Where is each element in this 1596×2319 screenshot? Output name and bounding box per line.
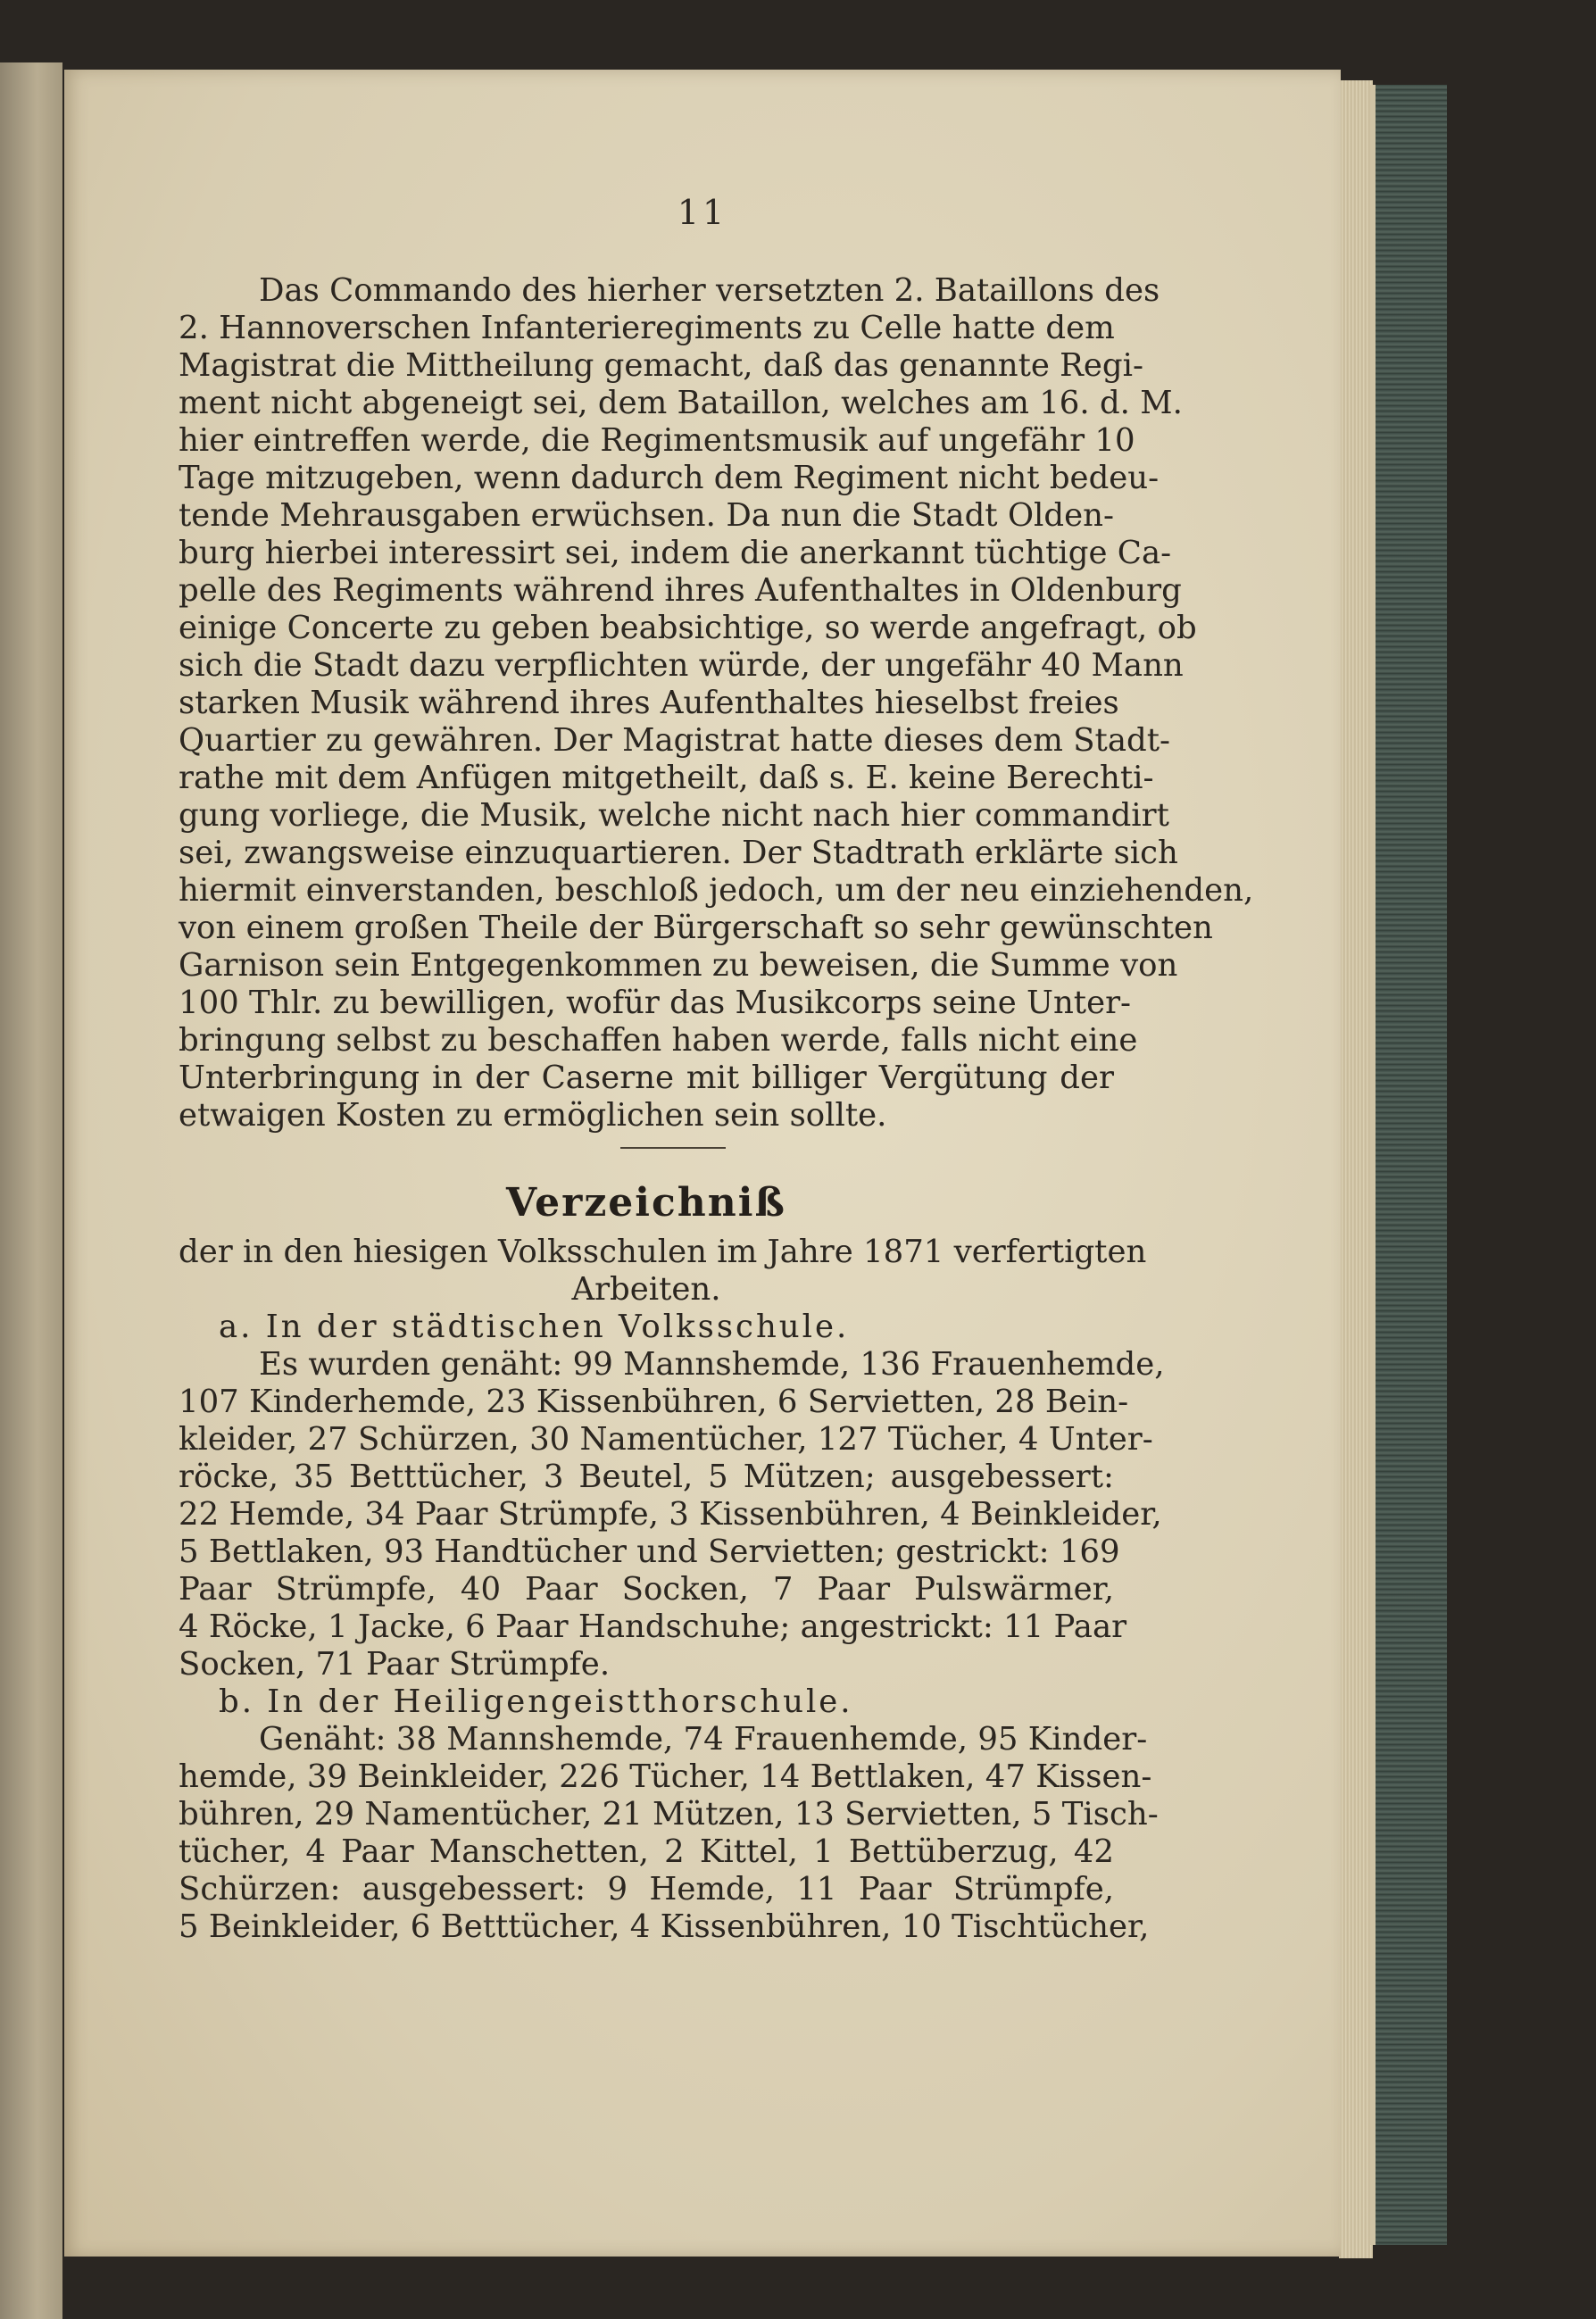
paragraph-line: etwaigen Kosten zu ermöglichen sein sollte. [179, 1097, 887, 1134]
section-a-line: 22 Hemde, 34 Paar Strümpfe, 3 Kissenbühren, 4 Beinkleider, [179, 1496, 1162, 1533]
paragraph-line: Quartier zu gewähren. Der Magistrat hatte dieses dem Stadt- [179, 722, 1170, 759]
paragraph-line: sich die Stadt dazu verpflichten würde, der ungefähr 40 Mann [179, 647, 1184, 684]
paragraph-line: Garnison sein Entgegenkommen zu beweisen, die Summe von [179, 947, 1178, 984]
section-a-line: röcke, 35 Betttücher, 3 Beutel, 5 Mützen; ausgebessert: [179, 1459, 1114, 1495]
section-a-line: Paar Strümpfe, 40 Paar Socken, 7 Paar Pulswärmer, [179, 1571, 1114, 1608]
section-a-line: 5 Bettlaken, 93 Handtücher und Servietten; gestrickt: 169 [179, 1534, 1120, 1570]
section-a-line: 4 Röcke, 1 Jacke, 6 Paar Handschuhe; angestrickt: 11 Paar [179, 1608, 1127, 1645]
section-b-line: Schürzen: ausgebessert: 9 Hemde, 11 Paar Strümpfe, [179, 1871, 1114, 1908]
paragraph-line: Das Commando des hierher versetzten 2. Bataillons des [259, 272, 1160, 309]
section-a-title: a. In der städtischen Volksschule. [219, 1309, 850, 1345]
paragraph-line: starken Musik während ihres Aufenthaltes hieselbst freies [179, 685, 1119, 721]
paragraph-line: burg hierbei interessirt sei, indem die anerkannt tüchtige Ca- [179, 535, 1172, 571]
paragraph-line: 100 Thlr. zu bewilligen, wofür das Musikcorps seine Unter- [179, 985, 1132, 1021]
paragraph-line: Tage mitzugeben, wenn dadurch dem Regiment nicht bedeu- [179, 460, 1160, 496]
section-b-line: 5 Beinkleider, 6 Betttücher, 4 Kissenbühren, 10 Tischtücher, [179, 1908, 1150, 1945]
paragraph-line: hier eintreffen werde, die Regimentsmusik auf ungefähr 10 [179, 422, 1135, 459]
paragraph-line: bringung selbst zu beschaffen haben werde, falls nicht eine [179, 1022, 1138, 1059]
section-heading: Verzeichniß [506, 1180, 786, 1226]
paragraph-line: von einem großen Theile der Bürgerschaft so sehr gewünschten [179, 910, 1213, 946]
subheading-line: Arbeiten. [571, 1271, 721, 1308]
section-b-line: Genäht: 38 Mannshemde, 74 Frauenhemde, 95 Kinder- [259, 1721, 1148, 1758]
paragraph-line: Unterbringung in der Caserne mit billiger Vergütung der [179, 1060, 1114, 1096]
page-stack-edge [1339, 80, 1373, 2258]
paragraph-line: pelle des Regiments während ihres Aufenthaltes in Oldenburg [179, 572, 1182, 609]
paragraph-line: rathe mit dem Anfügen mitgetheilt, daß s. E. keine Berechti- [179, 760, 1154, 796]
section-b-line: hemde, 39 Beinkleider, 226 Tücher, 14 Bettlaken, 47 Kissen- [179, 1758, 1152, 1795]
page-number: 11 [677, 193, 728, 232]
paragraph-line: hiermit einverstanden, beschloß jedoch, um der neu einziehenden, [179, 872, 1254, 909]
section-divider [620, 1147, 726, 1149]
section-a-line: kleider, 27 Schürzen, 30 Namentücher, 127 Tücher, 4 Unter- [179, 1421, 1153, 1458]
subheading-line: der in den hiesigen Volksschulen im Jahre 1871 verfertigten [179, 1234, 1147, 1270]
section-b-title: b. In der Heiligengeistthorschule. [219, 1683, 853, 1720]
book-left-edge [0, 62, 62, 2319]
section-b-line: tücher, 4 Paar Manschetten, 2 Kittel, 1 Bettüberzug, 42 [179, 1833, 1114, 1870]
paragraph-line: gung vorliege, die Musik, welche nicht nach hier commandirt [179, 797, 1169, 834]
section-a-line: Es wurden genäht: 99 Mannshemde, 136 Frauenhemde, [259, 1346, 1165, 1383]
paragraph-line: tende Mehrausgaben erwüchsen. Da nun die Stadt Olden- [179, 497, 1114, 534]
inventory-list [179, 1234, 1165, 1946]
paragraph-line: Magistrat die Mittheilung gemacht, daß das genannte Regi- [179, 347, 1143, 384]
section-b-line: bühren, 29 Namentücher, 21 Mützen, 13 Servietten, 5 Tisch- [179, 1796, 1159, 1833]
paragraph-line: 2. Hannoverschen Infanterieregiments zu Celle hatte dem [179, 310, 1115, 346]
book-spine [1370, 85, 1447, 2245]
paragraph-line: ment nicht abgeneigt sei, dem Bataillon, welches am 16. d. M. [179, 385, 1183, 421]
paragraph-line: einige Concerte zu geben beabsichtige, so werde angefragt, ob [179, 610, 1197, 646]
section-a-line: 107 Kinderhemde, 23 Kissenbühren, 6 Servietten, 28 Bein- [179, 1384, 1129, 1420]
paragraph-line: sei, zwangsweise einzuquartieren. Der Stadtrath erklärte sich [179, 835, 1178, 871]
main-paragraph [179, 272, 1254, 1135]
section-a-line: Socken, 71 Paar Strümpfe. [179, 1646, 611, 1683]
